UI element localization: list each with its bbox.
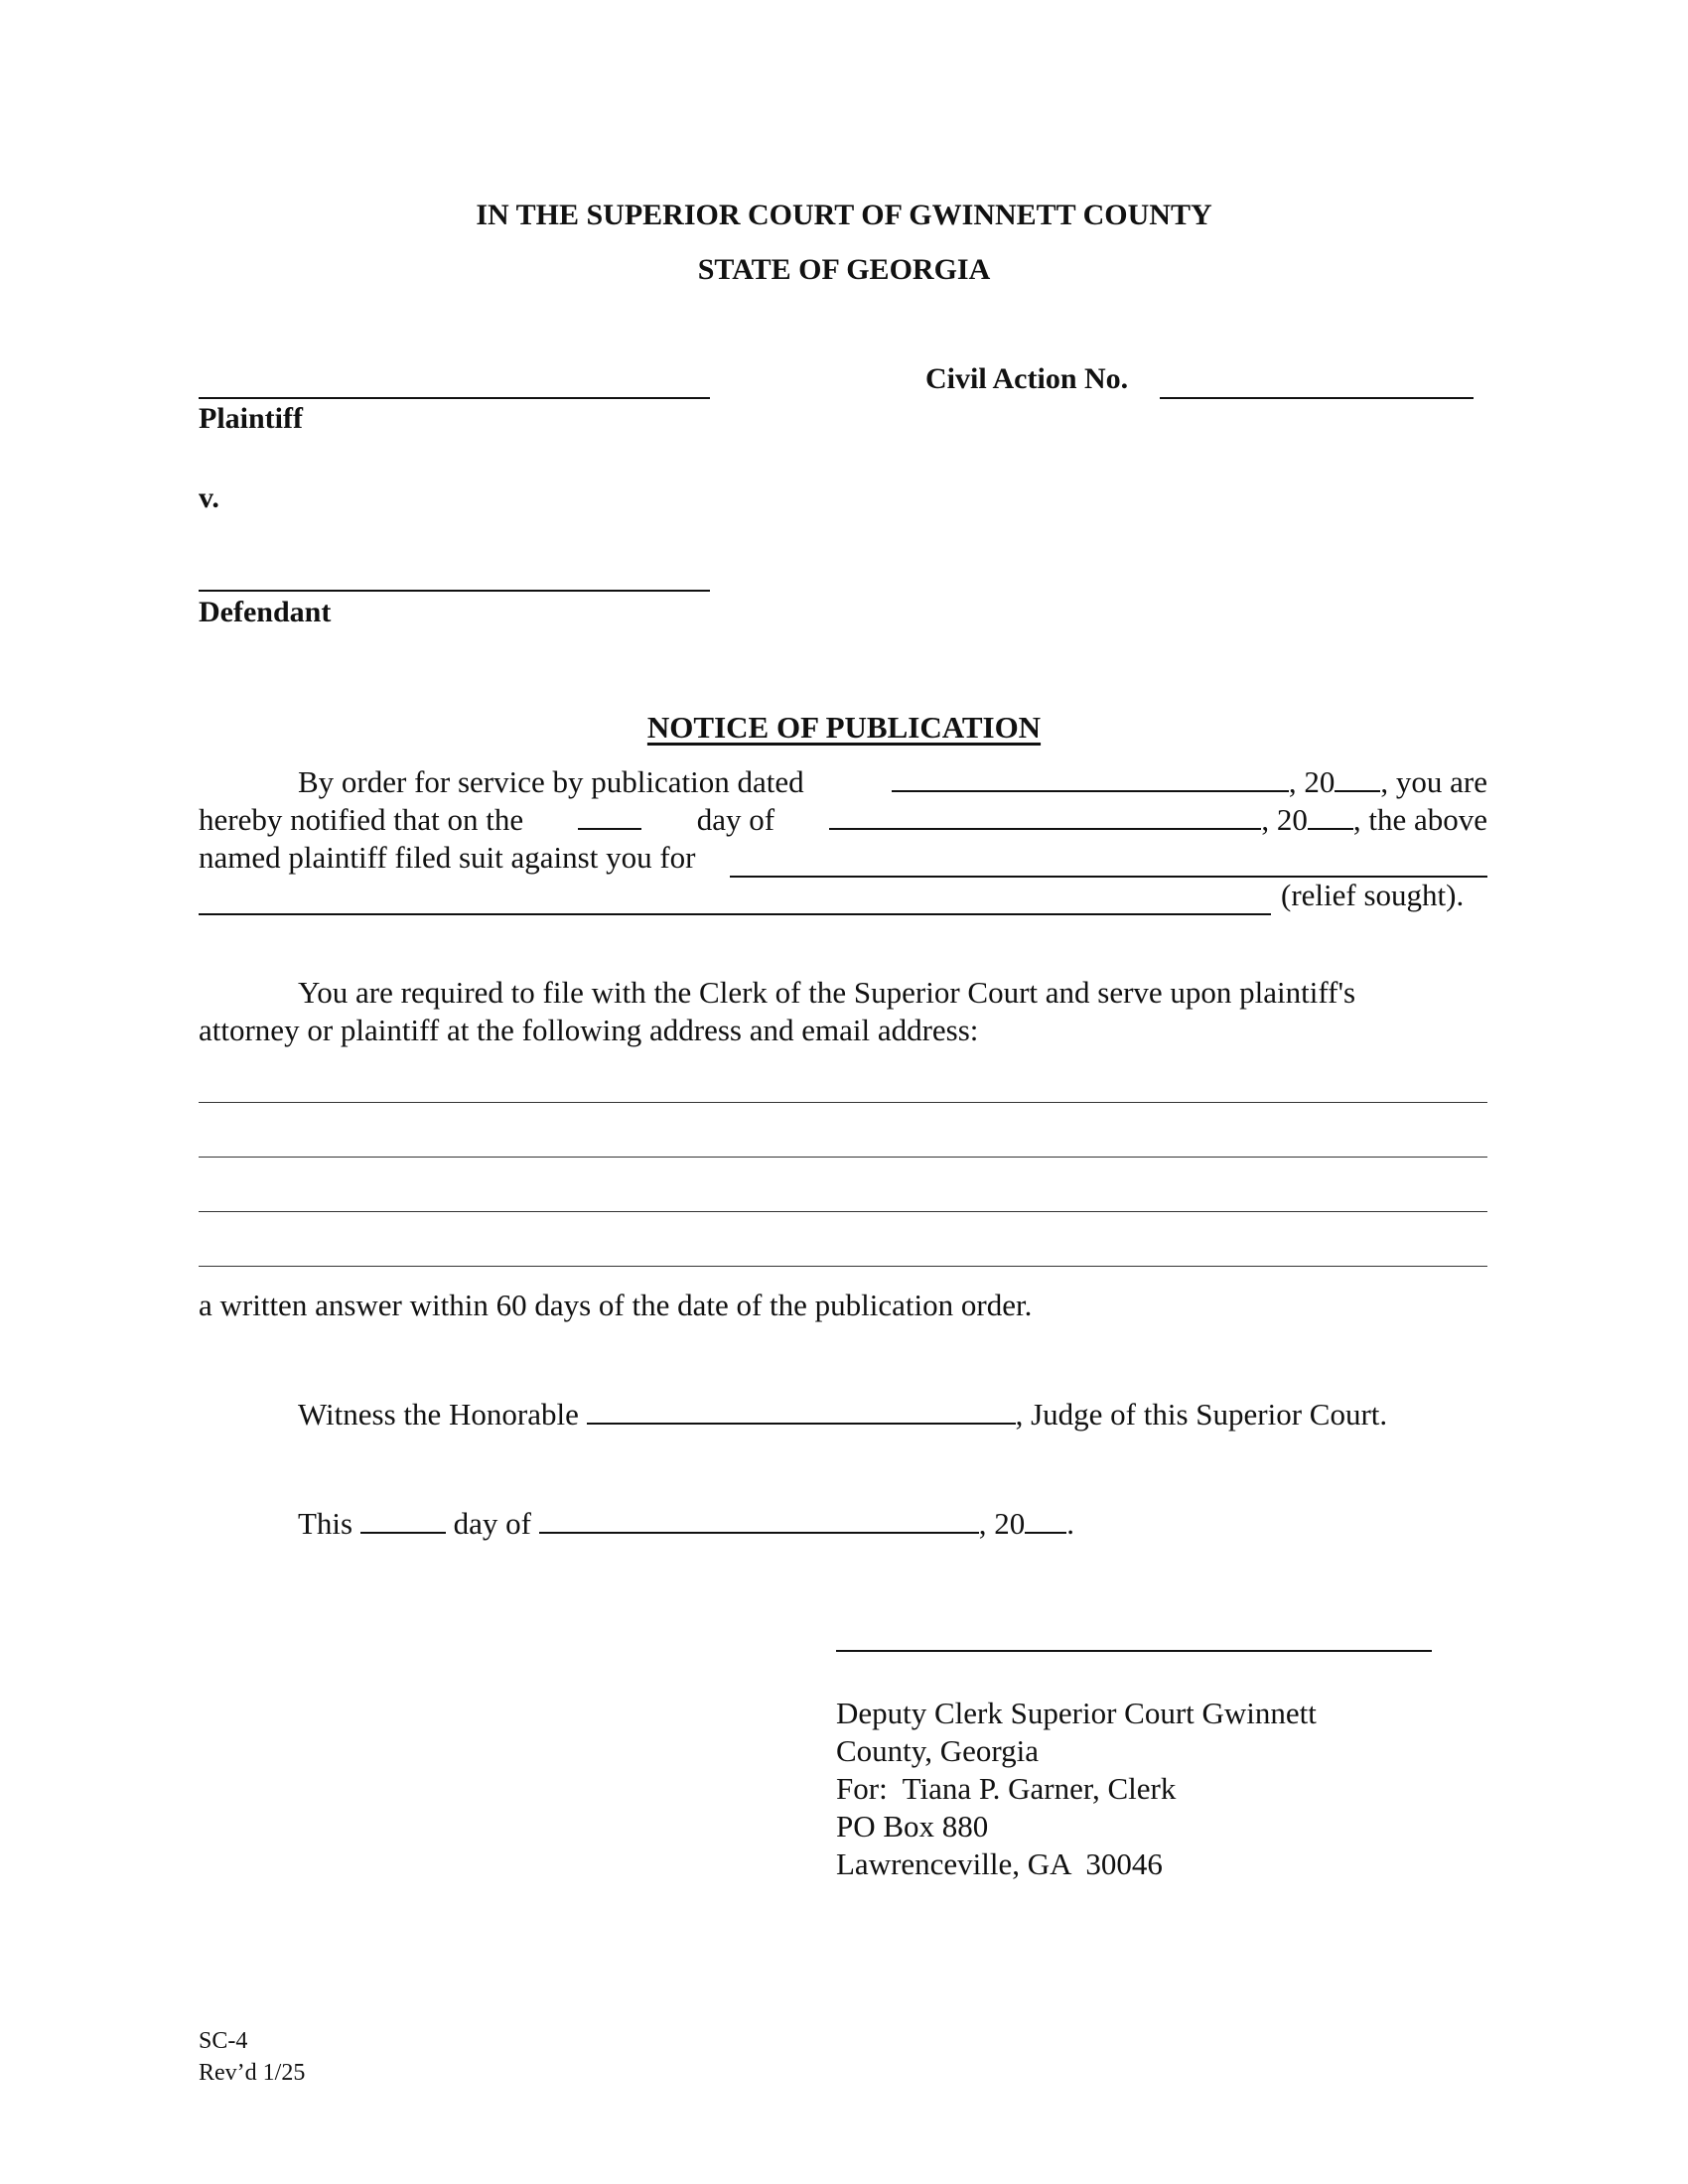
form-revision: Rev’d 1/25 — [199, 2060, 306, 2086]
p1-month-group — [829, 802, 1487, 838]
paragraph-2-line-2 — [199, 1013, 1487, 1048]
address-line-4[interactable] — [199, 1266, 1487, 1267]
state-heading: STATE OF GEORGIA — [697, 253, 991, 286]
p2-text-b: attorney or plaintiff at the following address and email address: — [199, 1013, 979, 1047]
p1-date-group — [892, 764, 1487, 800]
plaintiff-name-field[interactable] — [199, 397, 710, 399]
order-date-field[interactable] — [892, 766, 1289, 792]
this-text-a: This — [298, 1506, 353, 1541]
witness-text-b: , Judge of this Superior Court. — [1015, 1397, 1388, 1432]
paragraph-2-line-1 — [199, 975, 1487, 1011]
notice-title-text: NOTICE OF PUBLICATION — [646, 710, 1042, 745]
relief-sought-label: (relief sought). — [1281, 878, 1465, 912]
clerk-line-2: County, Georgia — [836, 1733, 1040, 1768]
clerk-line-5: Lawrenceville, GA 30046 — [836, 1846, 1163, 1881]
order-year-field[interactable] — [1335, 766, 1380, 792]
versus-label: v. — [199, 481, 219, 514]
paragraph-1-line-1 — [199, 764, 1487, 800]
p1-text-f: , 20 — [1261, 802, 1308, 837]
clerk-signature-field[interactable] — [836, 1650, 1432, 1652]
notice-title — [0, 710, 1688, 746]
clerk-line-3: For: Tiana P. Garner, Clerk — [836, 1771, 1177, 1806]
signed-year-field[interactable] — [1025, 1508, 1066, 1534]
p1-text-a: By order for service by publication dated — [298, 764, 804, 799]
paragraph-3 — [199, 1288, 1487, 1323]
court-heading: IN THE SUPERIOR COURT OF GWINNETT COUNTY — [476, 199, 1212, 231]
defendant-name-field[interactable] — [199, 590, 710, 592]
relief-sought-field-line-2[interactable] — [199, 913, 1271, 915]
p1-text-c: , you are — [1380, 764, 1487, 799]
address-line-3[interactable] — [199, 1211, 1487, 1212]
p1-text-e: day of — [696, 802, 775, 837]
suit-day-field[interactable] — [578, 804, 641, 830]
form-footer — [199, 2025, 305, 2089]
date-line — [298, 1506, 1074, 1542]
p1-text-b: , 20 — [1288, 764, 1336, 799]
paragraph-1-line-2 — [199, 802, 1487, 838]
p3-text: a written answer within 60 days of the date of the publication order. — [199, 1288, 1033, 1322]
this-text-d: . — [1066, 1506, 1074, 1541]
this-text-b: day of — [453, 1506, 531, 1541]
clerk-address-block — [836, 1695, 1317, 1883]
form-code: SC-4 — [199, 2028, 248, 2054]
p1-text-g: , the above — [1352, 802, 1487, 837]
paragraph-1-line-3 — [199, 840, 1487, 876]
suit-month-field[interactable] — [829, 804, 1261, 830]
witness-text-a: Witness the Honorable — [298, 1397, 579, 1432]
p2-text-a: You are required to file with the Clerk of the Superior Court and serve upon plaintiff's — [298, 975, 1356, 1010]
p1-text-h: named plaintiff filed suit against you for — [199, 840, 696, 875]
clerk-line-4: PO Box 880 — [836, 1809, 989, 1843]
address-line-1[interactable] — [199, 1102, 1487, 1103]
judge-name-field[interactable] — [587, 1399, 1016, 1425]
defendant-label: Defendant — [199, 596, 332, 628]
this-text-c: , 20 — [978, 1506, 1026, 1541]
signed-day-field[interactable] — [360, 1508, 446, 1534]
plaintiff-label: Plaintiff — [199, 402, 303, 435]
signed-month-field[interactable] — [539, 1508, 979, 1534]
p1-text-d: hereby notified that on the — [199, 802, 524, 837]
civil-action-label: Civil Action No. — [925, 362, 1129, 395]
suit-year-field[interactable] — [1308, 804, 1353, 830]
address-line-2[interactable] — [199, 1157, 1487, 1158]
civil-action-number-field[interactable] — [1160, 397, 1474, 399]
witness-line — [298, 1397, 1387, 1433]
clerk-line-1: Deputy Clerk Superior Court Gwinnett — [836, 1696, 1317, 1730]
